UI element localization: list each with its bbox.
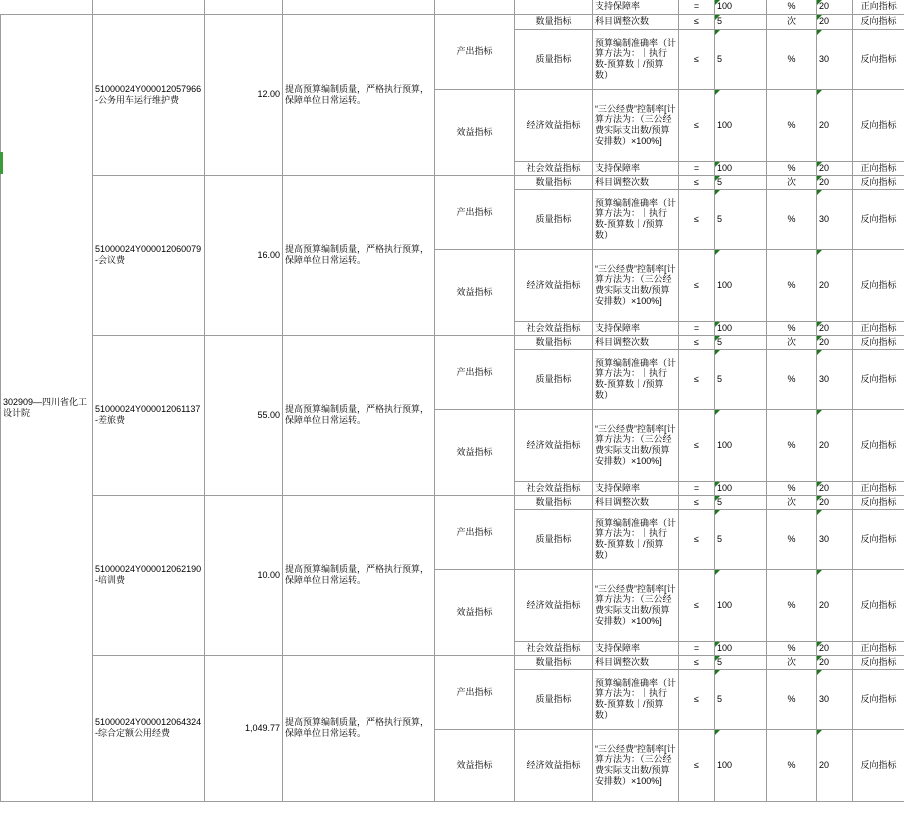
cell-symbol: ≤ bbox=[679, 409, 715, 481]
cell-measure: 次 bbox=[767, 14, 817, 29]
cell-direction: 正向指标 bbox=[853, 481, 904, 495]
cell-level2: 社会效益指标 bbox=[515, 321, 593, 335]
cell-indicator: 预算编制准确率（计算方法为：｜执行数-预算数｜/预算数） bbox=[593, 349, 679, 409]
cell-level2: 数量指标 bbox=[515, 655, 593, 669]
cell-score: 20 bbox=[817, 0, 853, 14]
cell-value: 5 bbox=[715, 509, 767, 569]
cell-level1-output: 产出指标 bbox=[435, 495, 515, 569]
cell-symbol: = bbox=[679, 161, 715, 175]
cell-indicator: 预算编制准确率（计算方法为：｜执行数-预算数｜/预算数） bbox=[593, 189, 679, 249]
cell-level1-benefit: 效益指标 bbox=[435, 569, 515, 655]
cell-indicator: 科目调整次数 bbox=[593, 175, 679, 189]
cell-score: 20 bbox=[817, 409, 853, 481]
cell-symbol: ≤ bbox=[679, 14, 715, 29]
cell-score: 20 bbox=[817, 249, 853, 321]
cell-symbol: ≤ bbox=[679, 89, 715, 161]
cell-level2: 经济效益指标 bbox=[515, 249, 593, 321]
cell-level1-benefit: 效益指标 bbox=[435, 249, 515, 335]
cell-measure: % bbox=[767, 29, 817, 89]
cell-direction: 反向指标 bbox=[853, 175, 904, 189]
cell-direction: 正向指标 bbox=[853, 641, 904, 655]
cell-score: 30 bbox=[817, 349, 853, 409]
cell-indicator: 预算编制准确率（计算方法为：｜执行数-预算数｜/预算数） bbox=[593, 29, 679, 89]
cell-symbol: ≤ bbox=[679, 509, 715, 569]
cell-level2: 社会效益指标 bbox=[515, 481, 593, 495]
cell-indicator: “三公经费”控制率[计算方法为：（三公经费实际支出数/预算安排数）×100%] bbox=[593, 409, 679, 481]
cell-direction: 反向指标 bbox=[853, 29, 904, 89]
cell-direction: 反向指标 bbox=[853, 89, 904, 161]
cell-measure: % bbox=[767, 509, 817, 569]
cell-value: 100 bbox=[715, 729, 767, 801]
cell-score: 20 bbox=[817, 481, 853, 495]
cell-direction: 反向指标 bbox=[853, 669, 904, 729]
cell-value: 100 bbox=[715, 641, 767, 655]
cell-level1-output: 产出指标 bbox=[435, 175, 515, 249]
cell-indicator: 预算编制准确率（计算方法为：｜执行数-预算数｜/预算数） bbox=[593, 509, 679, 569]
cell-level2: 数量指标 bbox=[515, 495, 593, 509]
cell-indicator: 科目调整次数 bbox=[593, 655, 679, 669]
cell-symbol: = bbox=[679, 481, 715, 495]
cell-project-code: 51000024Y000012062190-培训费 bbox=[93, 495, 205, 655]
cell-value: 100 bbox=[715, 249, 767, 321]
cell-level2: 质量指标 bbox=[515, 29, 593, 89]
table-row bbox=[1, 0, 904, 14]
cell-indicator: 支持保障率 bbox=[593, 321, 679, 335]
cell-direction: 反向指标 bbox=[853, 655, 904, 669]
cell-measure: % bbox=[767, 569, 817, 641]
cell-indicator: 科目调整次数 bbox=[593, 14, 679, 29]
cell-value: 5 bbox=[715, 29, 767, 89]
cell-value: 100 bbox=[715, 161, 767, 175]
cell-level2: 质量指标 bbox=[515, 509, 593, 569]
cell-unit-spacer bbox=[1, 0, 93, 14]
cell-project-code: 51000024Y000012061137-差旅费 bbox=[93, 335, 205, 495]
cell-symbol: = bbox=[679, 0, 715, 14]
cell-project-code: 51000024Y000012057966-公务用车运行维护费 bbox=[93, 14, 205, 175]
cell-score: 20 bbox=[817, 655, 853, 669]
cell-measure: 次 bbox=[767, 175, 817, 189]
cell-indicator: 支持保障率 bbox=[593, 481, 679, 495]
cell-measure: % bbox=[767, 0, 817, 14]
cell-indicator: 科目调整次数 bbox=[593, 335, 679, 349]
cell-symbol: ≤ bbox=[679, 495, 715, 509]
cell-level1-spacer bbox=[435, 0, 515, 14]
cell-score: 30 bbox=[817, 29, 853, 89]
cell-level2: 数量指标 bbox=[515, 14, 593, 29]
cell-symbol: ≤ bbox=[679, 349, 715, 409]
cell-score: 20 bbox=[817, 14, 853, 29]
cell-measure: % bbox=[767, 729, 817, 801]
cell-level2: 数量指标 bbox=[515, 175, 593, 189]
cell-score: 20 bbox=[817, 175, 853, 189]
cell-direction: 反向指标 bbox=[853, 335, 904, 349]
cell-value: 5 bbox=[715, 189, 767, 249]
cell-value: 5 bbox=[715, 655, 767, 669]
cell-project-code: 51000024Y000012064324-综合定额公用经费 bbox=[93, 655, 205, 801]
cell-unit-name: 302909—四川省化工设计院 bbox=[1, 14, 93, 801]
cell-level1-output: 产出指标 bbox=[435, 335, 515, 409]
cell-score: 20 bbox=[817, 641, 853, 655]
cell-direction: 反向指标 bbox=[853, 349, 904, 409]
cell-symbol: = bbox=[679, 321, 715, 335]
cell-score: 30 bbox=[817, 509, 853, 569]
cell-symbol: ≤ bbox=[679, 569, 715, 641]
cell-symbol: ≤ bbox=[679, 669, 715, 729]
cell-measure: % bbox=[767, 189, 817, 249]
cell-symbol: ≤ bbox=[679, 175, 715, 189]
cell-score: 30 bbox=[817, 189, 853, 249]
cell-value: 100 bbox=[715, 481, 767, 495]
cell-level2: 质量指标 bbox=[515, 669, 593, 729]
cell-level1-benefit: 效益指标 bbox=[435, 409, 515, 495]
cell-direction: 反向指标 bbox=[853, 249, 904, 321]
cell-level2: 经济效益指标 bbox=[515, 729, 593, 801]
cell-measure: % bbox=[767, 409, 817, 481]
cell-value: 100 bbox=[715, 409, 767, 481]
table-row bbox=[1, 14, 904, 29]
cell-level2: 质量指标 bbox=[515, 189, 593, 249]
cell-value: 5 bbox=[715, 14, 767, 29]
cell-direction: 反向指标 bbox=[853, 409, 904, 481]
cell-score: 30 bbox=[817, 669, 853, 729]
cell-overall-goal: 提高预算编制质量，严格执行预算，保障单位日常运转。 bbox=[283, 655, 435, 801]
cell-measure: % bbox=[767, 161, 817, 175]
cell-measure: % bbox=[767, 641, 817, 655]
cell-indicator: 科目调整次数 bbox=[593, 495, 679, 509]
cell-amount: 10.00 bbox=[205, 495, 283, 655]
cell-value: 5 bbox=[715, 349, 767, 409]
cell-indicator: 支持保障率 bbox=[593, 641, 679, 655]
cell-level2: 经济效益指标 bbox=[515, 89, 593, 161]
cell-project-spacer bbox=[93, 0, 205, 14]
cell-indicator: “三公经费”控制率[计算方法为：（三公经费实际支出数/预算安排数）×100%] bbox=[593, 729, 679, 801]
table-row bbox=[1, 175, 904, 189]
cell-indicator: 预算编制准确率（计算方法为：｜执行数-预算数｜/预算数） bbox=[593, 669, 679, 729]
table-row bbox=[1, 335, 904, 349]
cell-measure: % bbox=[767, 349, 817, 409]
cell-amount-spacer bbox=[205, 0, 283, 14]
cell-value: 100 bbox=[715, 321, 767, 335]
cell-overall-goal: 提高预算编制质量，严格执行预算，保障单位日常运转。 bbox=[283, 495, 435, 655]
cell-measure: 次 bbox=[767, 335, 817, 349]
cell-value: 100 bbox=[715, 0, 767, 14]
table-row bbox=[1, 655, 904, 669]
cell-score: 20 bbox=[817, 161, 853, 175]
cell-level2 bbox=[515, 0, 593, 14]
cell-level1-benefit: 效益指标 bbox=[435, 729, 515, 801]
cell-symbol: ≤ bbox=[679, 189, 715, 249]
cell-level1-output: 产出指标 bbox=[435, 655, 515, 729]
cell-direction: 正向指标 bbox=[853, 161, 904, 175]
row-selection-marker bbox=[0, 152, 3, 174]
cell-indicator: 支持保障率 bbox=[593, 161, 679, 175]
cell-indicator: “三公经费”控制率[计算方法为：（三公经费实际支出数/预算安排数）×100%] bbox=[593, 569, 679, 641]
cell-level1-benefit: 效益指标 bbox=[435, 89, 515, 175]
cell-score: 20 bbox=[817, 495, 853, 509]
cell-symbol: = bbox=[679, 641, 715, 655]
cell-score: 20 bbox=[817, 569, 853, 641]
cell-amount: 16.00 bbox=[205, 175, 283, 335]
cell-symbol: ≤ bbox=[679, 249, 715, 321]
cell-level2: 质量指标 bbox=[515, 349, 593, 409]
cell-measure: % bbox=[767, 481, 817, 495]
cell-level1-output: 产出指标 bbox=[435, 14, 515, 89]
cell-overall-goal: 提高预算编制质量，严格执行预算，保障单位日常运转。 bbox=[283, 14, 435, 175]
cell-score: 20 bbox=[817, 335, 853, 349]
cell-project-code: 51000024Y000012060079-会议费 bbox=[93, 175, 205, 335]
cell-direction: 正向指标 bbox=[853, 321, 904, 335]
cell-value: 5 bbox=[715, 495, 767, 509]
cell-score: 20 bbox=[817, 89, 853, 161]
cell-direction: 反向指标 bbox=[853, 14, 904, 29]
cell-level2: 社会效益指标 bbox=[515, 161, 593, 175]
cell-direction: 反向指标 bbox=[853, 189, 904, 249]
cell-measure: 次 bbox=[767, 495, 817, 509]
cell-indicator: “三公经费”控制率[计算方法为：（三公经费实际支出数/预算安排数）×100%] bbox=[593, 89, 679, 161]
cell-measure: % bbox=[767, 669, 817, 729]
cell-overall-goal: 提高预算编制质量，严格执行预算，保障单位日常运转。 bbox=[283, 335, 435, 495]
cell-symbol: ≤ bbox=[679, 729, 715, 801]
cell-symbol: ≤ bbox=[679, 335, 715, 349]
cell-indicator: 支持保障率 bbox=[593, 0, 679, 14]
cell-value: 5 bbox=[715, 335, 767, 349]
cell-level2: 经济效益指标 bbox=[515, 569, 593, 641]
cell-level2: 经济效益指标 bbox=[515, 409, 593, 481]
cell-value: 5 bbox=[715, 175, 767, 189]
cell-level2: 社会效益指标 bbox=[515, 641, 593, 655]
cell-overall-goal: 提高预算编制质量，严格执行预算，保障单位日常运转。 bbox=[283, 175, 435, 335]
table-row bbox=[1, 495, 904, 509]
cell-direction: 反向指标 bbox=[853, 569, 904, 641]
cell-direction: 反向指标 bbox=[853, 729, 904, 801]
cell-direction: 反向指标 bbox=[853, 495, 904, 509]
cell-measure: % bbox=[767, 89, 817, 161]
cell-amount: 55.00 bbox=[205, 335, 283, 495]
cell-amount: 12.00 bbox=[205, 14, 283, 175]
cell-value: 100 bbox=[715, 569, 767, 641]
cell-measure: % bbox=[767, 321, 817, 335]
cell-score: 20 bbox=[817, 729, 853, 801]
cell-symbol: ≤ bbox=[679, 655, 715, 669]
cell-value: 5 bbox=[715, 669, 767, 729]
cell-score: 20 bbox=[817, 321, 853, 335]
cell-value: 100 bbox=[715, 89, 767, 161]
cell-direction: 反向指标 bbox=[853, 509, 904, 569]
cell-measure: % bbox=[767, 249, 817, 321]
cell-amount: 1,049.77 bbox=[205, 655, 283, 801]
cell-indicator: “三公经费”控制率[计算方法为：（三公经费实际支出数/预算安排数）×100%] bbox=[593, 249, 679, 321]
cell-direction: 正向指标 bbox=[853, 0, 904, 14]
cell-goal-spacer bbox=[283, 0, 435, 14]
cell-measure: 次 bbox=[767, 655, 817, 669]
cell-level2: 数量指标 bbox=[515, 335, 593, 349]
cell-symbol: ≤ bbox=[679, 29, 715, 89]
